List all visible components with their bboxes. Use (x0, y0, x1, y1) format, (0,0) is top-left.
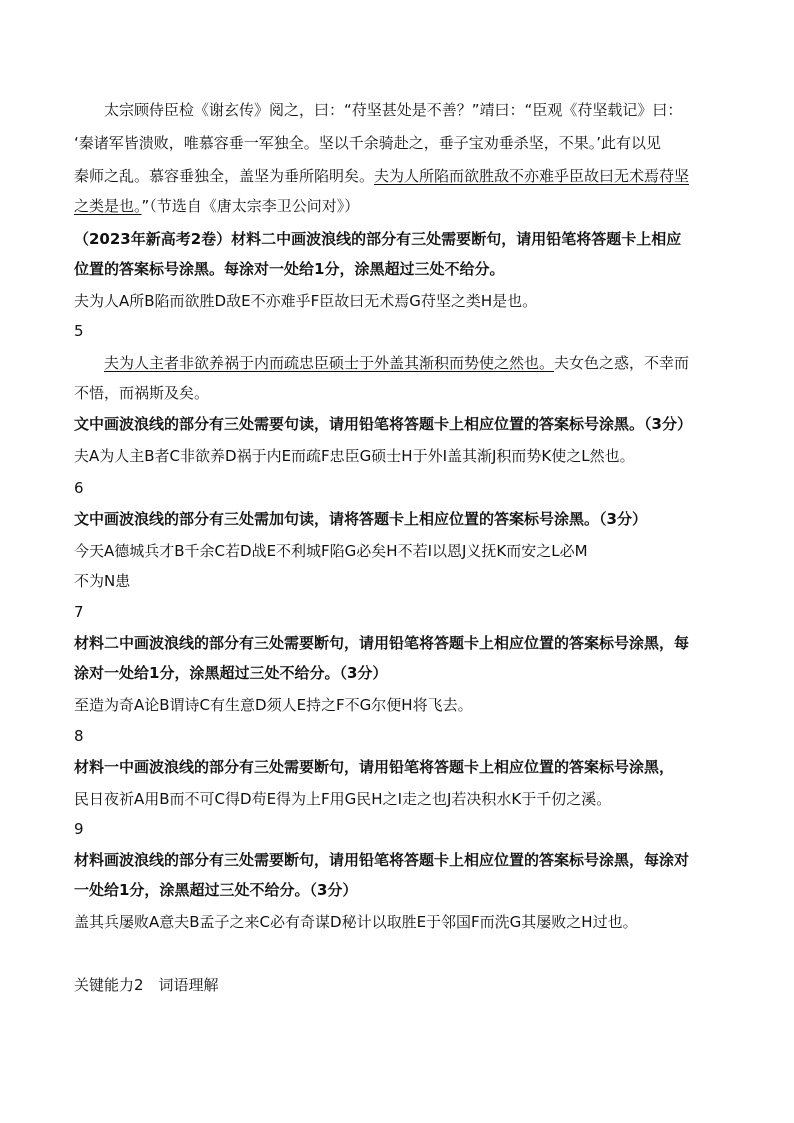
q8-number: 8 (74, 727, 84, 745)
q6-answer-line2: 不为N患 (74, 572, 131, 590)
q5-passage-rest: 夫女色之惑，不幸而 (554, 354, 690, 372)
q5-answer: 夫A为人主B者C非欲养D祸于内E而疏F忠臣G硕士H于外I盖其渐J积而势K使之L然也。 (74, 447, 635, 465)
q5-underlined-text: 夫为人主者非欲养祸于内而疏忠臣硕士于外盖其渐积而势使之然也。 (104, 354, 555, 372)
q4-answer: 夫为人A所B陷而欲胜D敌E不亦难乎F臣故曰无术焉G苻坚之类H是也。 (74, 292, 538, 310)
q8-prompt: 材料一中画波浪线的部分有三处需要断句，请用铅笔将答题卡上相应位置的答案标号涂黑， (74, 758, 675, 776)
q9-answer: 盖其兵屡败A意夫B孟子之来C必有奇谋D秘计以取胜E于邻国F而洗G其屡败之H过也。 (74, 913, 638, 931)
q5-passage-line1 (104, 353, 764, 373)
passage1-line3-prefix: 秦师之乱。慕容垂独全，盖坚为垂所陷明矣。 (74, 167, 375, 185)
q9-prompt-line2: 一处给1分，涂黑超过三处不给分。（3分） (74, 881, 358, 899)
q7-answer: 至造为奇A论B谓诗C有生意D须人E持之F不G尔便H将飞去。 (74, 696, 473, 714)
passage1-source: ”（节选自《唐太宗李卫公问对》） (141, 197, 360, 215)
q6-prompt: 文中画波浪线的部分有三处需加句读，请将答题卡上相应位置的答案标号涂黑。（3分） (74, 510, 647, 528)
passage1-line2: ‘秦诸军皆溃败，唯慕容垂一军独全。坚以千余骑赴之，垂子宝劝垂杀坚，不果。’此有以见 (74, 134, 662, 152)
q5-prompt: 文中画波浪线的部分有三处需要句读，请用铅笔将答题卡上相应位置的答案标号涂黑。（3分） (74, 415, 692, 433)
passage1-underlined-text: 夫为人所陷而欲胜敌不亦难乎臣故曰无术焉苻坚 (374, 167, 690, 185)
q7-prompt-line1: 材料二中画波浪线的部分有三处需要断句，请用铅笔将答题卡上相应位置的答案标号涂黑，每 (74, 634, 690, 652)
section-heading: 关键能力2 词语理解 (74, 976, 219, 994)
passage1-line1: 太宗顾侍臣检《谢玄传》阅之，曰：“苻坚甚处是不善？”靖曰：“臣观《苻坚载记》曰： (104, 101, 683, 119)
q7-prompt-line2: 涂对一处给1分，涂黑超过三处不给分。（3分） (74, 664, 388, 682)
passage1-line3 (74, 166, 734, 186)
q6-answer-line1: 今天A德城兵才B千余C若D战E不利城F陷G必矣H不若I以恩J义抚K而安之L必M (74, 542, 588, 560)
passage1-underlined-text-end: 之类是也。 (74, 197, 142, 215)
q7-number: 7 (74, 603, 84, 621)
q9-prompt-line1: 材料画波浪线的部分有三处需要断句，请用铅笔将答题卡上相应位置的答案标号涂黑，每涂对 (74, 851, 690, 869)
q9-number: 9 (74, 820, 84, 838)
q5-number: 5 (74, 322, 84, 340)
q4-prompt-line2: 位置的答案标号涂黑。每涂对一处给1分，涂黑超过三处不给分。 (74, 260, 505, 278)
q8-answer: 民日夜祈A用B而不可C得D苟E得为上F用G民H之I走之也J若决积水K于千仞之溪。 (74, 790, 612, 808)
q6-number: 6 (74, 479, 84, 497)
q5-passage-line2: 不悟，而祸斯及矣。 (74, 384, 210, 402)
passage1-line4 (74, 196, 734, 216)
q4-prompt-line1: （2023年新高考2卷）材料二中画波浪线的部分有三处需要断句，请用铅笔将答题卡上相应 (74, 230, 682, 248)
